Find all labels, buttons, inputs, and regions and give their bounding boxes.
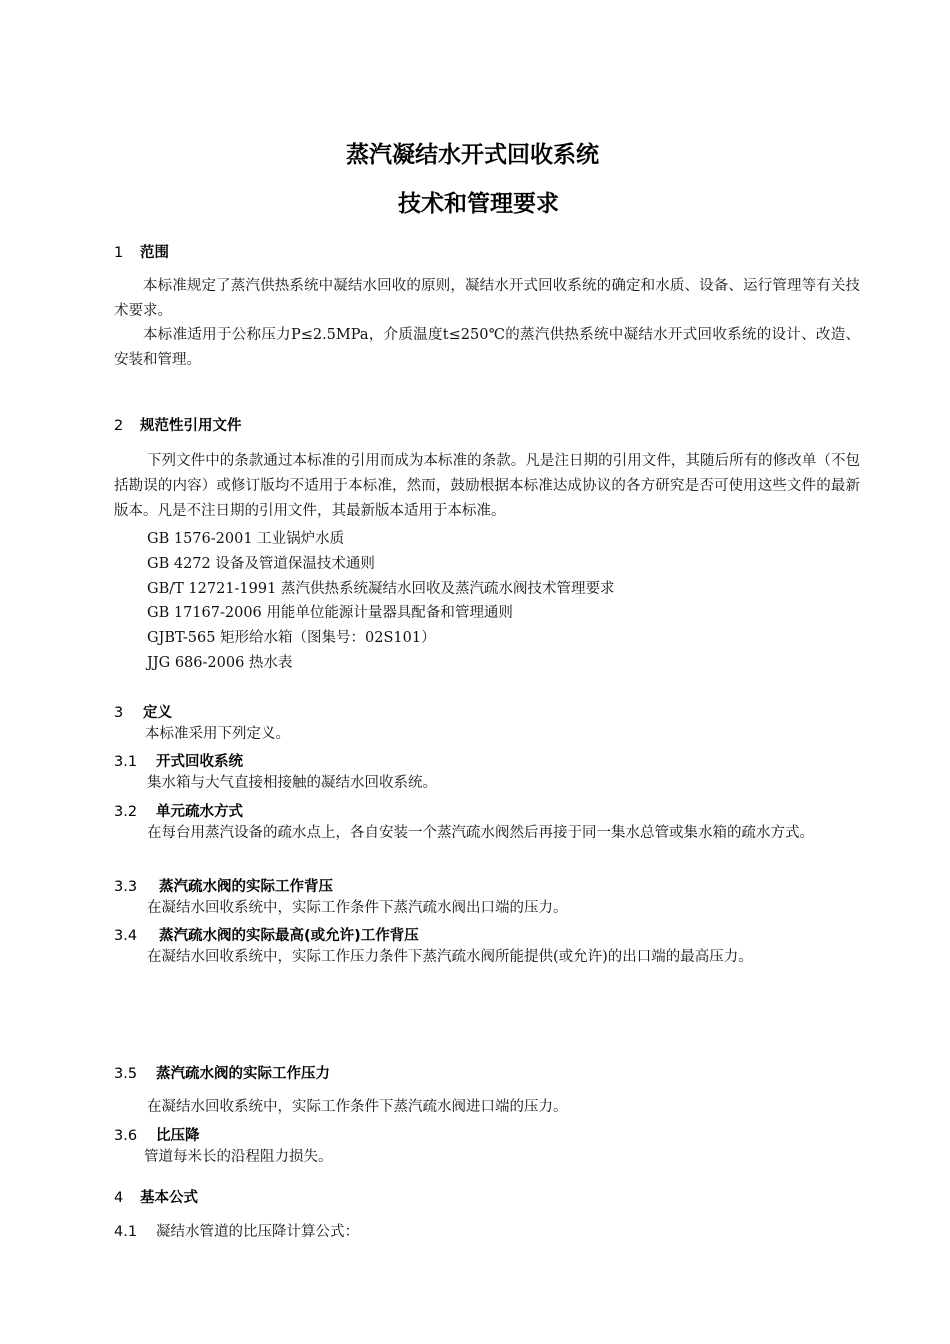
definition-title: 蒸汽疏水阀的实际最高(或允许)工作背压 xyxy=(159,928,419,944)
reference-item: GB 4272 设备及管道保温技术通则 xyxy=(147,556,375,572)
section-3-intro: 本标准采用下列定义。 xyxy=(145,726,290,742)
definition-title: 比压降 xyxy=(156,1128,200,1144)
definition-number: 3.5 xyxy=(114,1066,138,1082)
definition-title: 蒸汽疏水阀的实际工作压力 xyxy=(156,1066,330,1082)
subsection-4-1 xyxy=(114,1220,359,1241)
section-1-heading xyxy=(114,241,169,262)
section-number: 1 xyxy=(114,245,124,261)
reference-item: GJBT-565 矩形给水箱（图集号：02S101） xyxy=(147,630,436,646)
definition-3-5-heading xyxy=(114,1062,330,1083)
section-4-heading xyxy=(114,1186,198,1207)
definition-3-2-text: 在每台用蒸汽设备的疏水点上，各自安装一个蒸汽疏水阀然后再接于同一集水总管或集水箱的疏水方式。 xyxy=(147,825,814,841)
section-title: 基本公式 xyxy=(140,1190,198,1206)
definition-title: 单元疏水方式 xyxy=(156,804,243,820)
definition-number: 3.6 xyxy=(114,1128,138,1144)
definition-3-1-heading xyxy=(114,750,243,771)
section-number: 2 xyxy=(114,418,124,434)
reference-item: GB 17167-2006 用能单位能源计量器具配备和管理通则 xyxy=(147,605,513,621)
definition-number: 3.2 xyxy=(114,804,138,820)
section-number: 3 xyxy=(114,705,124,721)
reference-item: GB 1576-2001 工业锅炉水质 xyxy=(147,531,345,547)
definition-3-3-heading xyxy=(114,875,333,896)
definition-3-1-text: 集水箱与大气直接相接触的凝结水回收系统。 xyxy=(147,775,437,791)
definition-3-6-heading xyxy=(114,1124,200,1145)
definition-title: 开式回收系统 xyxy=(156,754,243,770)
section-2-paragraph: 下列文件中的条款通过本标准的引用而成为本标准的条款。凡是注日期的引用文件，其随后所有的修改单（不包括勘误的内容）或修订版均不适用于本标准，然而，鼓励根据本标准达成协议的各方研究是否可使用这些文件的最新版本。凡是不注日期的引用文件，其最新版本适用于本标准。 xyxy=(114,453,860,519)
definition-3-4-heading xyxy=(114,924,419,945)
subsection-number: 4.1 xyxy=(114,1224,138,1240)
reference-item: JJG 686-2006 热水表 xyxy=(147,655,293,671)
subsection-text: 凝结水管道的比压降计算公式： xyxy=(156,1224,359,1240)
definition-3-5-text: 在凝结水回收系统中，实际工作条件下蒸汽疏水阀进口端的压力。 xyxy=(147,1099,568,1115)
definition-3-2-heading xyxy=(114,800,243,821)
title-line-1: 蒸汽凝结水开式回收系统 xyxy=(346,142,599,168)
definition-3-6-text: 管道每米长的沿程阻力损失。 xyxy=(144,1149,333,1165)
section-number: 4 xyxy=(114,1190,124,1206)
section-title: 规范性引用文件 xyxy=(140,418,242,434)
definition-3-3-text: 在凝结水回收系统中，实际工作条件下蒸汽疏水阀出口端的压力。 xyxy=(147,900,568,916)
section-3-heading xyxy=(114,701,172,722)
section-1-paragraph-1: 本标准规定了蒸汽供热系统中凝结水回收的原则，凝结水开式回收系统的确定和水质、设备、运行管理等有关技术要求。 xyxy=(114,278,860,319)
definition-3-4-text: 在凝结水回收系统中，实际工作压力条件下蒸汽疏水阀所能提供(或允许)的出口端的最高压力。 xyxy=(147,949,753,965)
title-line-2: 技术和管理要求 xyxy=(398,191,559,217)
definition-title: 蒸汽疏水阀的实际工作背压 xyxy=(159,879,333,895)
section-title: 范围 xyxy=(140,245,169,261)
definition-number: 3.3 xyxy=(114,879,138,895)
definition-number: 3.1 xyxy=(114,754,138,770)
section-2-heading xyxy=(114,414,242,435)
reference-item: GB/T 12721-1991 蒸汽供热系统凝结水回收及蒸汽疏水阀技术管理要求 xyxy=(147,581,615,597)
definition-number: 3.4 xyxy=(114,928,138,944)
section-title: 定义 xyxy=(143,705,172,721)
section-1-paragraph-2: 本标准适用于公称压力P≤2.5MPa，介质温度t≤250℃的蒸汽供热系统中凝结水开式回收系统的设计、改造、安装和管理。 xyxy=(114,327,860,368)
